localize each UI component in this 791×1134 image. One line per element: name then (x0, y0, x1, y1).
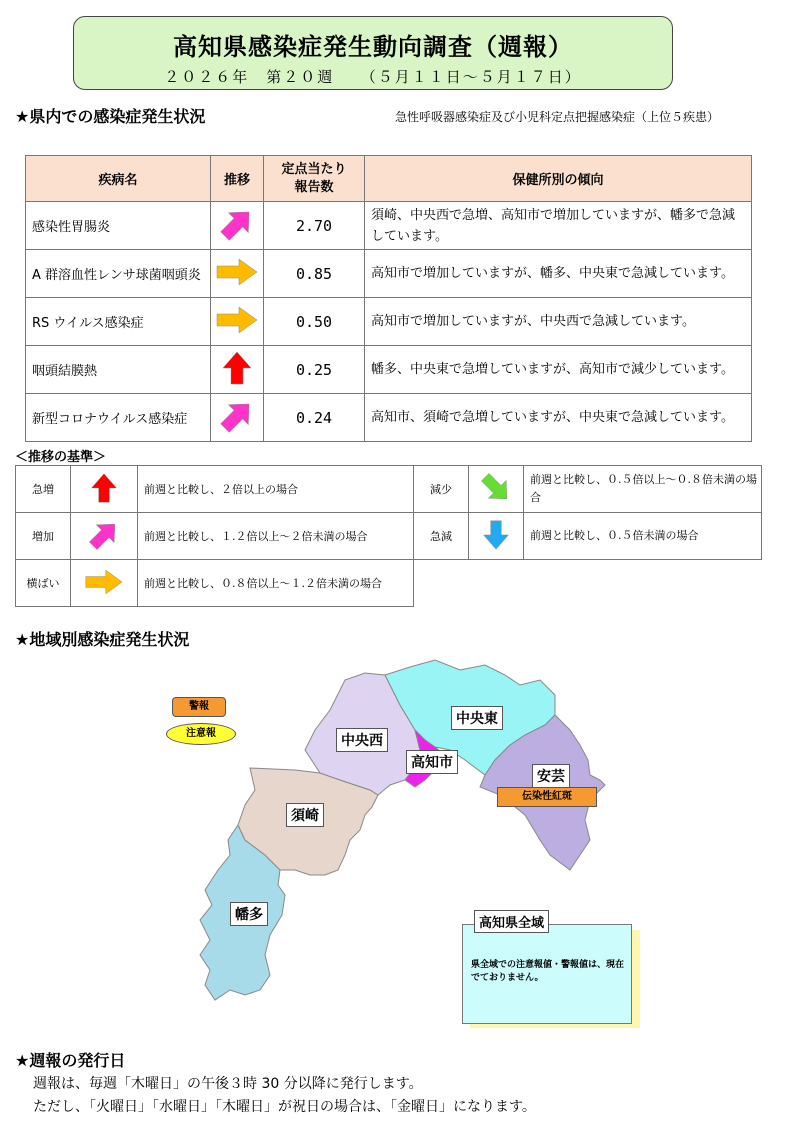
table-row (26, 346, 752, 394)
table-row (26, 250, 752, 298)
legend-desc: 前週と比較し、１.２倍以上～２倍未満の場合 (138, 513, 414, 560)
report-value: 0.50 (264, 298, 365, 346)
region-label-hata: 幡多 (230, 902, 268, 926)
trend-arrow-icon (211, 298, 264, 346)
report-value: 2.70 (264, 202, 365, 250)
section-note: 急性呼吸器感染症及び小児科定点把握感染症（上位５疾患） (395, 110, 720, 124)
warning-badge: 警報 (172, 697, 226, 717)
legend-desc: 前週と比較し、０.８倍以上～１.２倍未満の場合 (138, 560, 414, 607)
page-title: 高知県感染症発生動向調査（週報） (173, 33, 573, 61)
col-header-value: 定点当たり 報告数 (264, 156, 365, 202)
disease-name: 感染性胃腸炎 (26, 202, 211, 250)
legend-row (16, 513, 762, 560)
region-label-chuo-higashi: 中央東 (451, 706, 503, 730)
table-header-row (26, 156, 752, 202)
table-row (26, 202, 752, 250)
disease-name: 咽頭結膜熱 (26, 346, 211, 394)
disease-name: RS ウイルス感染症 (26, 298, 211, 346)
surge-arrow-icon (71, 466, 138, 513)
aki-alert-badge: 伝染性紅斑 (497, 787, 597, 807)
legend-name: 増加 (16, 513, 71, 560)
title-box (73, 16, 673, 90)
issue-day-text-1: 週報は、毎週「木曜日」の午後３時 30 分以降に発行します。 (33, 1076, 423, 1092)
flat-arrow-icon (215, 305, 259, 335)
table-row (26, 394, 752, 442)
trend-arrow-icon (211, 250, 264, 298)
legend-name: 横ばい (16, 560, 71, 607)
decrease-arrow-icon (469, 466, 524, 513)
legend-desc: 前週と比較し、０.５倍未満の場合 (524, 513, 762, 560)
legend-desc: 前週と比較し、０.５倍以上～０.８倍未満の場合 (524, 466, 762, 513)
col-header-trend-arrow: 推移 (211, 156, 264, 202)
col-header-trend: 保健所別の傾向 (365, 156, 752, 202)
legend-name: 急増 (16, 466, 71, 513)
flat-arrow-icon (71, 560, 138, 607)
trend-text: 高知市で増加していますが、中央西で急減しています。 (365, 298, 752, 346)
legend-desc: 前週と比較し、２倍以上の場合 (138, 466, 414, 513)
legend-name: 急減 (414, 513, 469, 560)
trend-text: 須崎、中央西で急増、高知市で増加していますが、幡多で急減しています。 (365, 202, 752, 250)
trend-text: 高知市、須崎で急増していますが、中央東で急減しています。 (365, 394, 752, 442)
section-heading-region: ★地域別感染症発生状況 (15, 630, 190, 649)
plunge-arrow-icon (469, 513, 524, 560)
legend-row (16, 466, 762, 513)
disease-name: A 群溶血性レンサ球菌咽頭炎 (26, 250, 211, 298)
increase-arrow-icon (217, 206, 257, 242)
region-label-susaki: 須崎 (286, 803, 324, 827)
legend-row (16, 560, 762, 607)
disease-name: 新型コロナウイルス感染症 (26, 394, 211, 442)
trend-arrow-icon (211, 394, 264, 442)
legend-heading: ＜推移の基準＞ (15, 450, 107, 465)
region-label-chuo-nishi: 中央西 (336, 728, 388, 752)
region-label-aki: 安芸 (532, 764, 570, 788)
trend-text: 高知市で増加していますが、幡多、中央東で急減しています。 (365, 250, 752, 298)
issue-day-text-2: ただし、「火曜日」「水曜日」「木曜日」が祝日の場合は、「金曜日」になります。 (33, 1099, 536, 1115)
flat-arrow-icon (215, 257, 259, 287)
prefecture-box (462, 924, 632, 1024)
surge-arrow-icon (221, 350, 253, 386)
caution-badge: 注意報 (166, 723, 236, 745)
table-row (26, 298, 752, 346)
page-subtitle: ２０２６年 第２０週 （５月１１日～５月１７日） (164, 68, 582, 86)
section-heading-prefecture: ★県内での感染症発生状況 (15, 107, 206, 126)
prefecture-box-title: 高知県全域 (474, 910, 549, 933)
report-value: 0.85 (264, 250, 365, 298)
disease-table (25, 155, 752, 442)
report-value: 0.25 (264, 346, 365, 394)
section-heading-issue-day: ★週報の発行日 (15, 1051, 126, 1070)
report-value: 0.24 (264, 394, 365, 442)
increase-arrow-icon (71, 513, 138, 560)
trend-arrow-icon (211, 346, 264, 394)
trend-arrow-icon (211, 202, 264, 250)
col-header-disease: 疾病名 (26, 156, 211, 202)
increase-arrow-icon (217, 398, 257, 434)
legend-name: 減少 (414, 466, 469, 513)
legend-table (15, 465, 762, 607)
region-label-kochi-city: 高知市 (406, 750, 458, 774)
trend-text: 幡多、中央東で急増していますが、高知市で減少しています。 (365, 346, 752, 394)
prefecture-box-text: 県全域での注意報値・警報値は、現在でておりません。 (471, 960, 625, 983)
